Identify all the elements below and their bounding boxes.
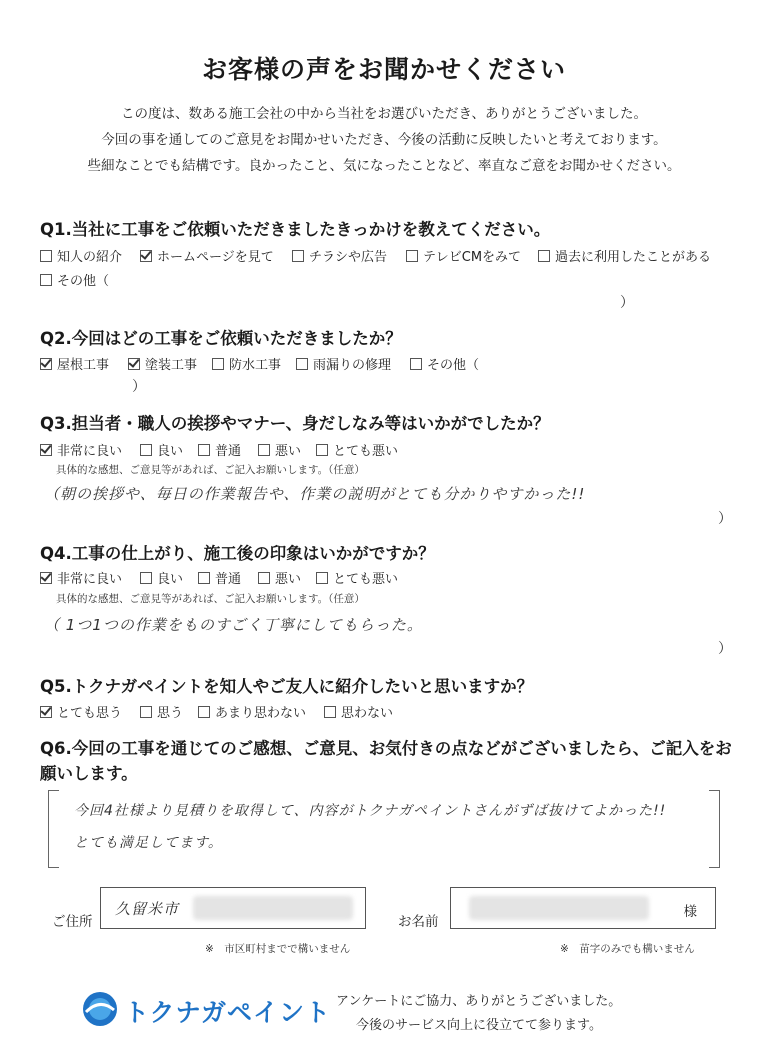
checkbox-icon[interactable] — [140, 572, 152, 584]
right-bracket — [709, 790, 720, 868]
redacted-address — [193, 896, 353, 920]
footer-line-1: アンケートにご協力、ありがとうございました。 — [336, 994, 622, 1009]
q4-note: 具体的な感想、ご意見等があれば、ご記入お願いします。（任意） — [56, 593, 365, 605]
q2-close-paren: ） — [132, 379, 146, 395]
q3-option[interactable]: 良い — [140, 440, 183, 459]
intro-line-1: この度は、数ある施工会社の中から当社をお選びいただき、ありがとうございました。 — [121, 106, 647, 122]
q3-note: 具体的な感想、ご意見等があれば、ご記入お願いします。（任意） — [56, 464, 365, 476]
checkbox-icon[interactable] — [296, 358, 308, 370]
checkbox-icon[interactable] — [140, 706, 152, 718]
checked-checkbox-icon[interactable] — [40, 358, 52, 370]
q1-option-other[interactable]: その他（ — [40, 270, 109, 289]
q2-option[interactable]: 塗装工事 — [128, 354, 197, 373]
logo-text: トクナガペイント — [124, 998, 332, 1027]
name-field[interactable] — [450, 887, 716, 929]
q1-close-paren: ） — [620, 295, 634, 311]
intro-line-2: 今回の事を通してのご意見をお聞かせいただき、今後の活動に反映したいと考えております。 — [101, 132, 667, 148]
checkbox-icon[interactable] — [538, 250, 550, 262]
redacted-name — [469, 896, 649, 920]
q4-label: Q4.工事の仕上がり、施工後の印象はいかがですか？ — [40, 544, 435, 563]
q4-option[interactable]: 悪い — [258, 568, 301, 587]
checkbox-icon[interactable] — [324, 706, 336, 718]
q1-option[interactable]: 知人の紹介 — [40, 246, 122, 265]
checkbox-icon[interactable] — [292, 250, 304, 262]
q1-option[interactable]: ホームページを見て — [140, 246, 274, 265]
q5-option[interactable]: 思わない — [324, 702, 393, 721]
q4-option[interactable]: 非常に良い — [40, 568, 122, 587]
q3-option[interactable]: 悪い — [258, 440, 301, 459]
checked-checkbox-icon[interactable] — [128, 358, 140, 370]
name-note: ※ 苗字のみでも構いません — [560, 943, 695, 955]
name-suffix: 様 — [683, 904, 697, 920]
checked-checkbox-icon[interactable] — [140, 250, 152, 262]
address-label: ご住所 — [52, 914, 93, 930]
q3-option[interactable]: 非常に良い — [40, 440, 122, 459]
address-value: 久留米市 — [115, 900, 180, 918]
q4-option[interactable]: とても悪い — [316, 568, 398, 587]
q6-handwritten-line-1: 今回4社様より見積りを取得して、内容がトクナガペイントさんがずば抜けてよかった!! — [74, 803, 667, 819]
q4-option[interactable]: 良い — [140, 568, 183, 587]
q5-label: Q5.トクナガペイントを知人やご友人に紹介したいと思いますか？ — [40, 677, 534, 696]
checked-checkbox-icon[interactable] — [40, 572, 52, 584]
q3-close-paren: ） — [718, 511, 732, 527]
footer-line-2: 今後のサービス向上に役立てて参ります。 — [356, 1018, 602, 1033]
checkbox-icon[interactable] — [198, 572, 210, 584]
q3-option[interactable]: とても悪い — [316, 440, 398, 459]
q4-handwritten-answer[interactable]: （ 1つ1つの作業をものすごく丁寧にしてもらった。 — [44, 616, 423, 634]
q4-option[interactable]: 普通 — [198, 568, 241, 587]
checkbox-icon[interactable] — [316, 572, 328, 584]
q2-option-other[interactable]: その他（ — [410, 354, 479, 373]
checked-checkbox-icon[interactable] — [40, 444, 52, 456]
address-note: ※ 市区町村までで構いません — [205, 943, 351, 955]
q3-label: Q3.担当者・職人の挨拶やマナー、身だしなみ等はいかがでしたか？ — [40, 414, 550, 433]
address-field[interactable] — [100, 887, 366, 929]
q3-option[interactable]: 普通 — [198, 440, 241, 459]
checked-checkbox-icon[interactable] — [40, 706, 52, 718]
q2-option[interactable]: 屋根工事 — [40, 354, 109, 373]
q1-label: Q1.当社に工事をご依頼いただきましたきっかけを教えてください。 — [40, 220, 551, 239]
checkbox-icon[interactable] — [40, 250, 52, 262]
left-bracket — [48, 790, 59, 868]
name-label: お名前 — [398, 914, 439, 930]
checkbox-icon[interactable] — [258, 444, 270, 456]
checkbox-icon[interactable] — [410, 358, 422, 370]
checkbox-icon[interactable] — [406, 250, 418, 262]
q2-label: Q2.今回はどの工事をご依頼いただきましたか？ — [40, 329, 402, 348]
q4-close-paren: ） — [718, 641, 732, 657]
q1-option[interactable]: テレビCMをみて — [406, 246, 521, 265]
checkbox-icon[interactable] — [40, 274, 52, 286]
checkbox-icon[interactable] — [258, 572, 270, 584]
checkbox-icon[interactable] — [212, 358, 224, 370]
checkbox-icon[interactable] — [198, 706, 210, 718]
q6-label-cont: 願いします。 — [40, 764, 138, 783]
q5-option[interactable]: あまり思わない — [198, 702, 306, 721]
q1-option[interactable]: 過去に利用したことがある — [538, 246, 711, 265]
q2-option[interactable]: 雨漏りの修理 — [296, 354, 391, 373]
q5-option[interactable]: とても思う — [40, 702, 122, 721]
q6-label: Q6.今回の工事を通じてのご感想、ご意見、お気付きの点などがございましたら、ご記入をお — [40, 739, 732, 758]
intro-line-3: 些細なことでも結構です。良かったこと、気になったことなど、率直なご意をお聞かせください。 — [87, 158, 681, 174]
q6-handwritten-line-2: とても満足してます。 — [74, 835, 223, 851]
page-title: お客様の声をお聞かせください — [201, 55, 566, 84]
logo-emblem-icon — [80, 990, 120, 1028]
q5-option[interactable]: 思う — [140, 702, 183, 721]
company-logo — [80, 990, 332, 1028]
checkbox-icon[interactable] — [140, 444, 152, 456]
q2-option[interactable]: 防水工事 — [212, 354, 281, 373]
checkbox-icon[interactable] — [198, 444, 210, 456]
checkbox-icon[interactable] — [316, 444, 328, 456]
q3-handwritten-answer[interactable]: （朝の挨拶や、毎日の作業報告や、作業の説明がとても分かりやすかった!! — [44, 485, 586, 503]
q1-option[interactable]: チラシや広告 — [292, 246, 387, 265]
